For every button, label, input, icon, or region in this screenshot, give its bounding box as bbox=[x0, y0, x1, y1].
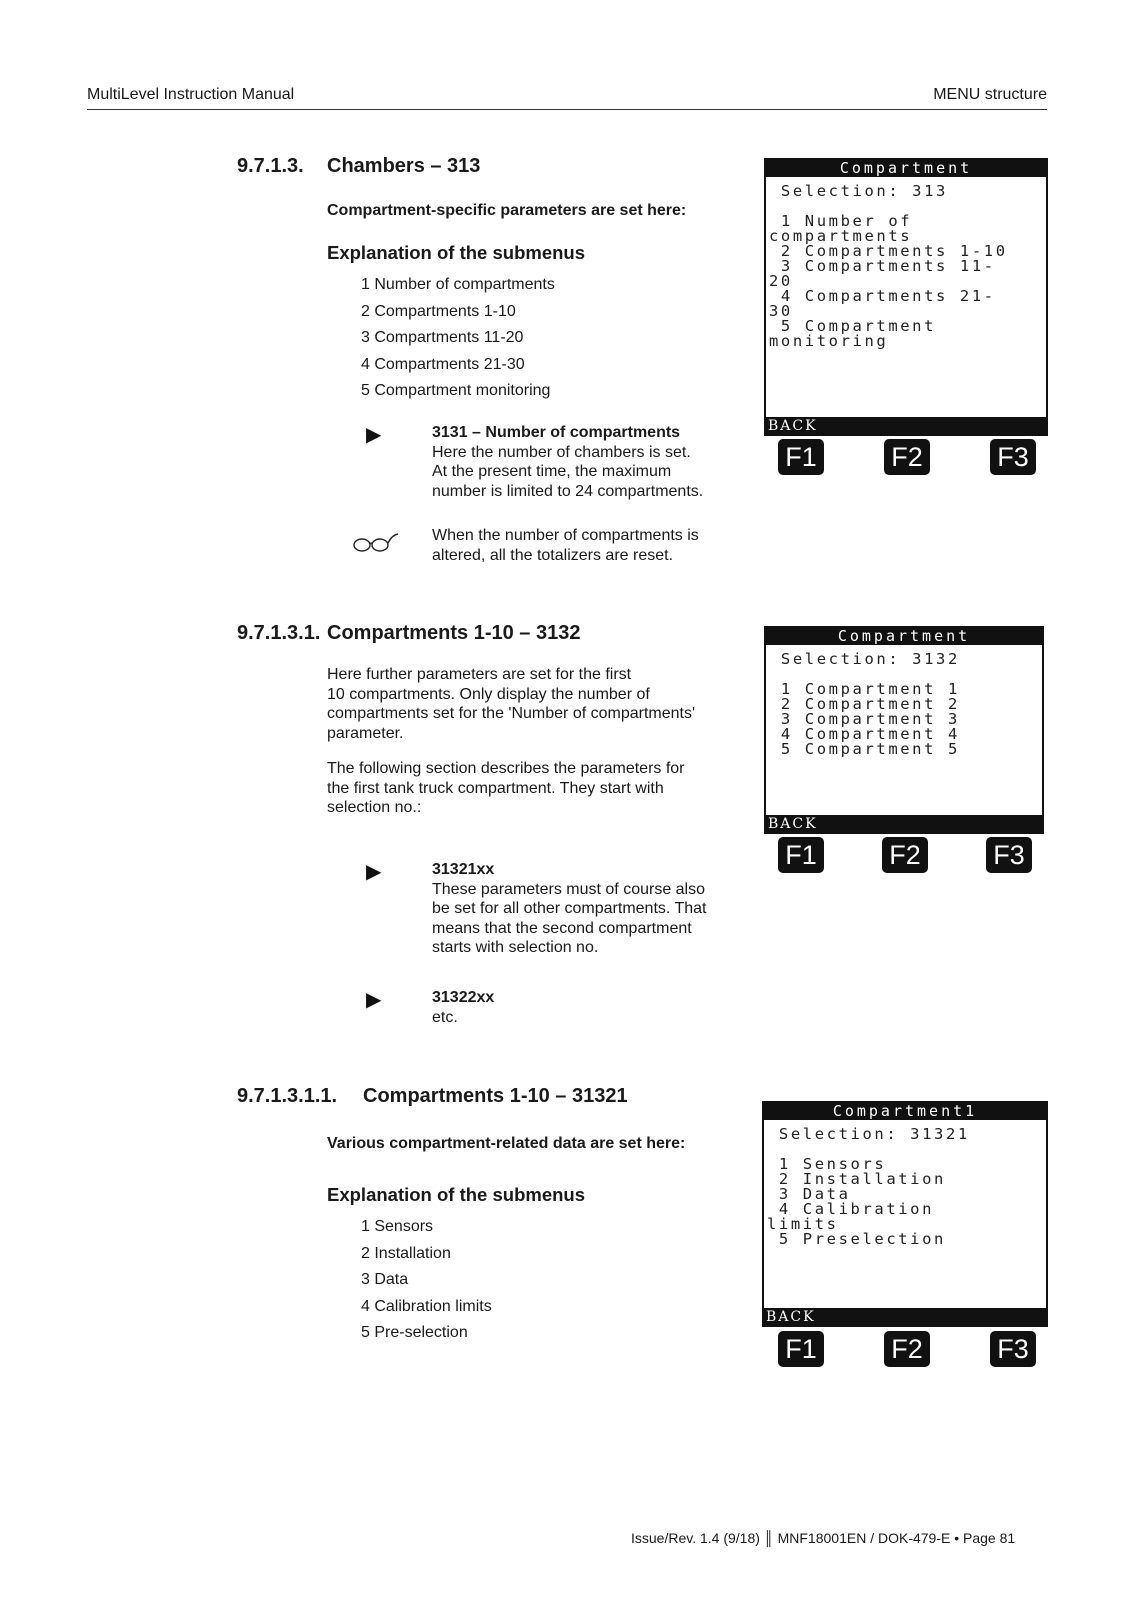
section1-note1 bbox=[432, 423, 703, 501]
note-line: be set for all other compartments. That bbox=[432, 900, 707, 917]
lcd-menu-text: Selection: 313 1 Number of compartments 2 Compartments 1-10 3 Compartments 11- 20 4 Compartments 21- 30 5 Compartment monitoring bbox=[769, 182, 1008, 350]
lcd-menu-text: Selection: 31321 1 Sensors 2 Installation 3 Data 4 Calibration limits 5 Preselection bbox=[767, 1125, 970, 1248]
list-item: 2 Installation bbox=[361, 1244, 451, 1262]
note-title: 31321xx bbox=[432, 861, 495, 878]
section3-number: 9.7.1.3.1.1. bbox=[237, 1085, 338, 1107]
lcd-menu-text: Selection: 3132 1 Compartment 1 2 Compartment 2 3 Compartment 3 4 Compartment 4 5 Compartment 5 bbox=[780, 650, 960, 758]
section1-title: Chambers – 313 bbox=[327, 155, 481, 177]
section3-title: Compartments 1-10 – 31321 bbox=[363, 1085, 628, 1107]
para-line: the first tank truck compartment. They start with bbox=[327, 779, 664, 797]
lcd-back-label: BACK bbox=[766, 815, 1042, 832]
list-item: 1 Number of compartments bbox=[361, 276, 555, 293]
f1-key[interactable]: F1 bbox=[778, 1331, 824, 1367]
lcd-screen-compartment-31321 bbox=[762, 1101, 1048, 1327]
list-item: 2 Compartments 1-10 bbox=[361, 302, 516, 320]
page-footer: Issue/Rev. 1.4 (9/18) ║ MNF18001EN / DOK-479-E • Page 81 bbox=[631, 1530, 1016, 1546]
list-item: 1 Sensors bbox=[361, 1218, 434, 1235]
lcd-back-label: BACK bbox=[764, 1308, 1046, 1325]
right-triangle-icon: ▶ bbox=[366, 989, 382, 1011]
para-line: Here further parameters are set for the first bbox=[327, 666, 632, 683]
lcd-screen-compartment-313 bbox=[764, 158, 1048, 436]
f3-key[interactable]: F3 bbox=[990, 1331, 1036, 1367]
note-line: number is limited to 24 compartments. bbox=[432, 482, 704, 500]
list-item: 3 Data bbox=[361, 1271, 409, 1288]
note-line: These parameters must of course also bbox=[432, 880, 706, 898]
section1-intro: Compartment-specific parameters are set here: bbox=[327, 202, 687, 219]
para-line: compartments set for the 'Number of compartments' bbox=[327, 705, 696, 722]
note-title: 3131 – Number of compartments bbox=[432, 424, 681, 441]
para-line: parameter. bbox=[327, 724, 404, 742]
section2-note1 bbox=[432, 860, 707, 958]
lcd-title: Compartment bbox=[766, 160, 1046, 177]
list-item: 5 Pre-selection bbox=[361, 1324, 468, 1341]
note-line: altered, all the totalizers are reset. bbox=[432, 546, 674, 564]
section1-heading bbox=[237, 155, 480, 178]
note-line: When the number of compartments is bbox=[432, 527, 699, 544]
f1-key[interactable]: F1 bbox=[778, 837, 824, 873]
right-triangle-icon: ▶ bbox=[366, 424, 382, 446]
header-section: MENU structure bbox=[933, 86, 1047, 103]
list-item: 4 Compartments 21-30 bbox=[361, 355, 525, 373]
section1-submenu-list bbox=[361, 272, 555, 405]
section3-submenu-heading: Explanation of the submenus bbox=[327, 1184, 585, 1205]
lcd-title: Compartment bbox=[766, 628, 1042, 645]
glasses-icon bbox=[352, 532, 400, 554]
lcd-title: Compartment1 bbox=[764, 1103, 1046, 1120]
lcd-screen-compartment-3132 bbox=[764, 626, 1044, 834]
section2-number: 9.7.1.3.1. bbox=[237, 622, 321, 644]
f2-key[interactable]: F2 bbox=[884, 439, 930, 475]
note-line: means that the second compartment bbox=[432, 919, 692, 937]
f1-key[interactable]: F1 bbox=[778, 439, 824, 475]
section3-intro: Various compartment-related data are set here: bbox=[327, 1135, 686, 1152]
f3-key[interactable]: F3 bbox=[986, 837, 1032, 873]
lcd-back-label: BACK bbox=[766, 417, 1046, 434]
f3-key[interactable]: F3 bbox=[990, 439, 1036, 475]
header-rule bbox=[87, 109, 1047, 110]
list-item: 3 Compartments 11-20 bbox=[361, 329, 524, 346]
f2-key[interactable]: F2 bbox=[884, 1331, 930, 1367]
note-line: At the present time, the maximum bbox=[432, 463, 672, 480]
section3-heading bbox=[237, 1085, 628, 1108]
note-line: etc. bbox=[432, 1008, 458, 1026]
section2-heading bbox=[237, 622, 580, 645]
para-line: The following section describes the parameters for bbox=[327, 760, 685, 777]
note-line: starts with selection no. bbox=[432, 939, 599, 956]
note-line: Here the number of chambers is set. bbox=[432, 443, 691, 461]
list-item: 4 Calibration limits bbox=[361, 1297, 492, 1315]
section2-title: Compartments 1-10 – 3132 bbox=[327, 622, 581, 644]
section3-submenu-list bbox=[361, 1214, 492, 1347]
para-line: 10 compartments. Only display the number of bbox=[327, 685, 650, 703]
section2-para1 bbox=[327, 665, 695, 743]
right-triangle-icon: ▶ bbox=[366, 861, 382, 883]
section1-number: 9.7.1.3. bbox=[237, 155, 304, 177]
section2-note2 bbox=[432, 988, 494, 1027]
list-item: 5 Compartment monitoring bbox=[361, 382, 551, 399]
para-line: selection no.: bbox=[327, 799, 422, 816]
section1-note2 bbox=[432, 526, 699, 565]
f2-key[interactable]: F2 bbox=[882, 837, 928, 873]
section2-para2 bbox=[327, 759, 685, 818]
note-title: 31322xx bbox=[432, 989, 495, 1006]
section1-submenu-heading: Explanation of the submenus bbox=[327, 242, 585, 263]
header-title: MultiLevel Instruction Manual bbox=[87, 86, 295, 103]
